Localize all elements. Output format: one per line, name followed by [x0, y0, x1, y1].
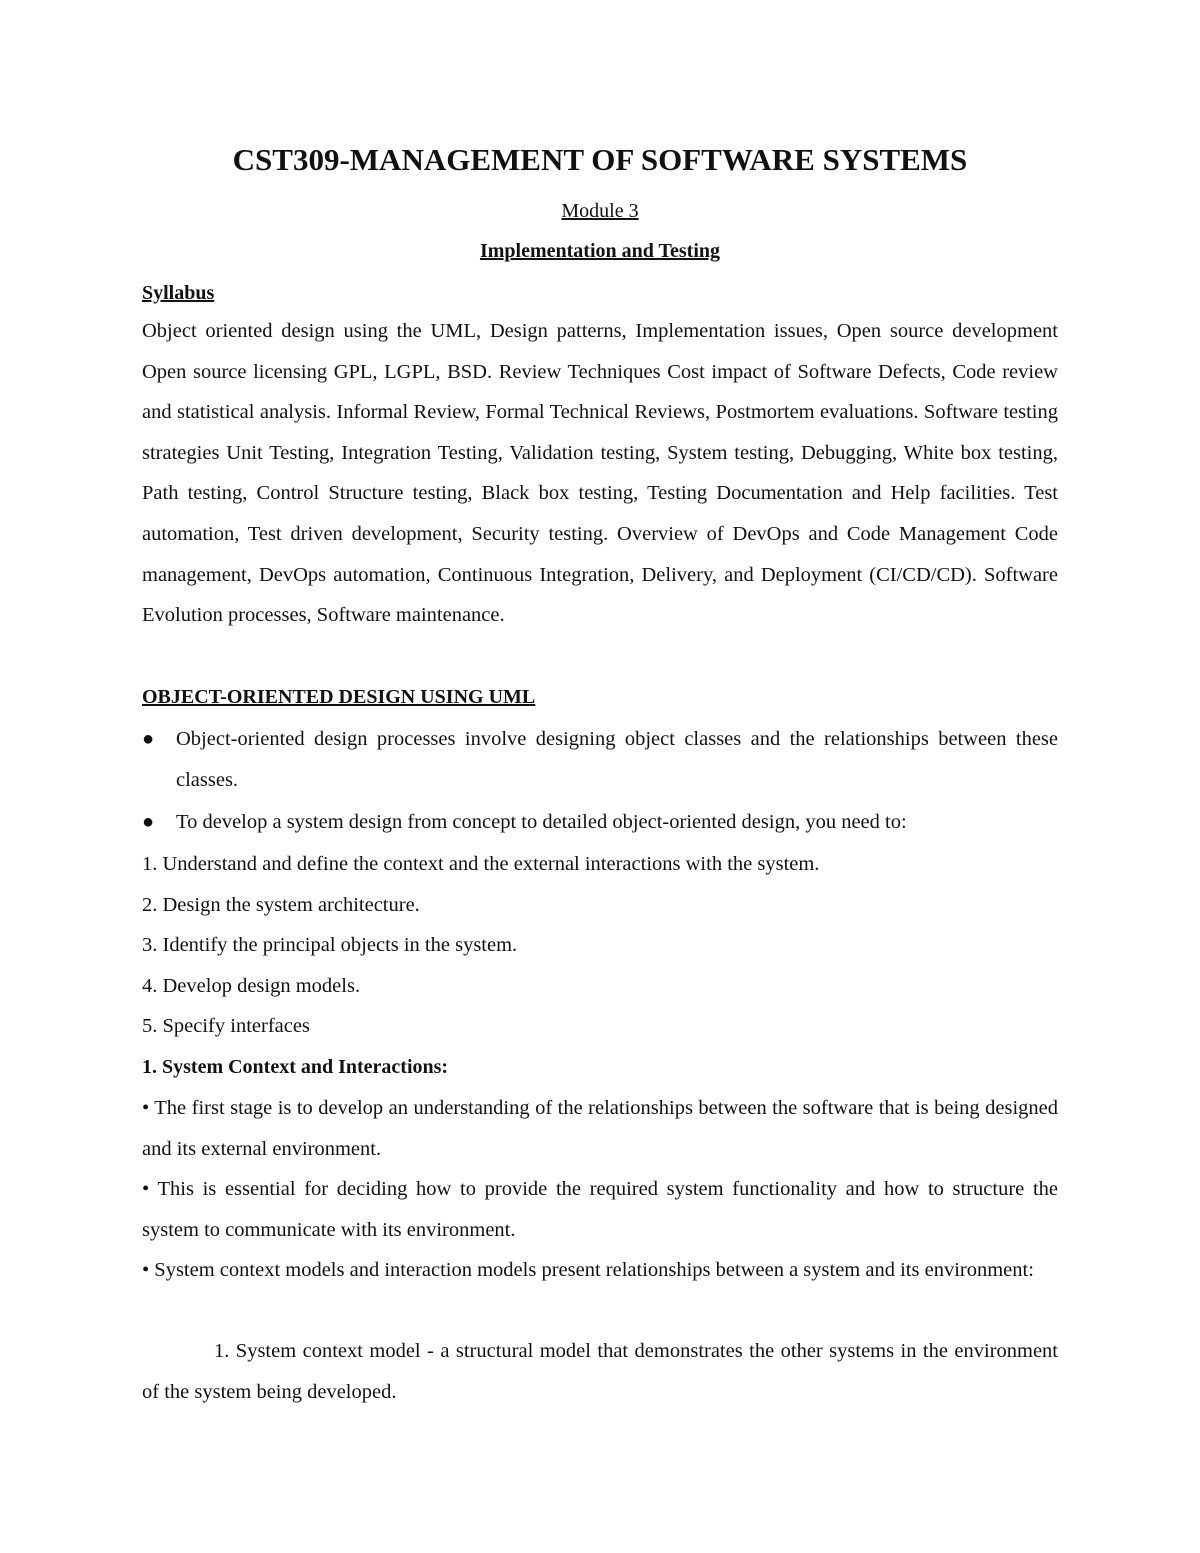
- module-subtitle: Implementation and Testing: [479, 240, 721, 262]
- ood-bullet: [142, 802, 1058, 843]
- context-heading: 1. System Context and Interactions:: [142, 1056, 449, 1078]
- bullet-icon: ●: [142, 811, 155, 833]
- syllabus-heading: Syllabus: [142, 282, 215, 304]
- ood-step: 3. Identify the principal objects in the system.: [142, 934, 518, 956]
- ood-bullet-text: To develop a system design from concept to detailed object-oriented design, you need to:: [176, 811, 907, 833]
- bullet-icon: ●: [142, 728, 155, 750]
- module-label: Module 3: [561, 200, 639, 222]
- context-point: • This is essential for deciding how to provide the required system functionality and how to structure the system to communicate with its environment.: [142, 1178, 1058, 1241]
- ood-bullet: [142, 719, 1058, 800]
- context-sub-point: 1. System context model - a structural model that demonstrates the other systems in the environment of the system being developed.: [142, 1340, 1058, 1403]
- ood-step: 2. Design the system architecture.: [142, 894, 420, 916]
- page-title: CST309-MANAGEMENT OF SOFTWARE SYSTEMS: [232, 142, 968, 177]
- ood-step: 4. Develop design models.: [142, 975, 361, 997]
- context-point: • System context models and interaction models present relationships between a system and its environment:: [142, 1259, 1034, 1281]
- ood-heading: OBJECT-ORIENTED DESIGN USING UML: [142, 686, 536, 708]
- syllabus-text: Object oriented design using the UML, Design patterns, Implementation issues, Open source development Open source licensing GPL, LGPL, BSD. Review Techniques Cost impact of Software Defects, Code review and statistical analysis. Informal Review, Formal Technical Reviews, Postmortem evaluations. Software testing strategies Unit Testing, Integration Testing, Validation testing, System testing, Debugging, White box testing, Path testing, Control Structure testing, Black box testing, Testing Documentation and Help facilities. Test automation, Test driven development, Security testing. Overview of DevOps and Code Management Code management, DevOps automation, Continuous Integration, Delivery, and Deployment (CI/CD/CD). Software Evolution processes, Software maintenance.: [142, 320, 1058, 627]
- ood-step: 5. Specify interfaces: [142, 1015, 310, 1037]
- context-point: • The first stage is to develop an understanding of the relationships between the software that is being designed and its external environment.: [142, 1097, 1058, 1160]
- ood-step: 1. Understand and define the context and the external interactions with the system.: [142, 853, 820, 875]
- ood-bullet-text: Object-oriented design processes involve designing object classes and the relationships between these classes.: [176, 728, 1058, 791]
